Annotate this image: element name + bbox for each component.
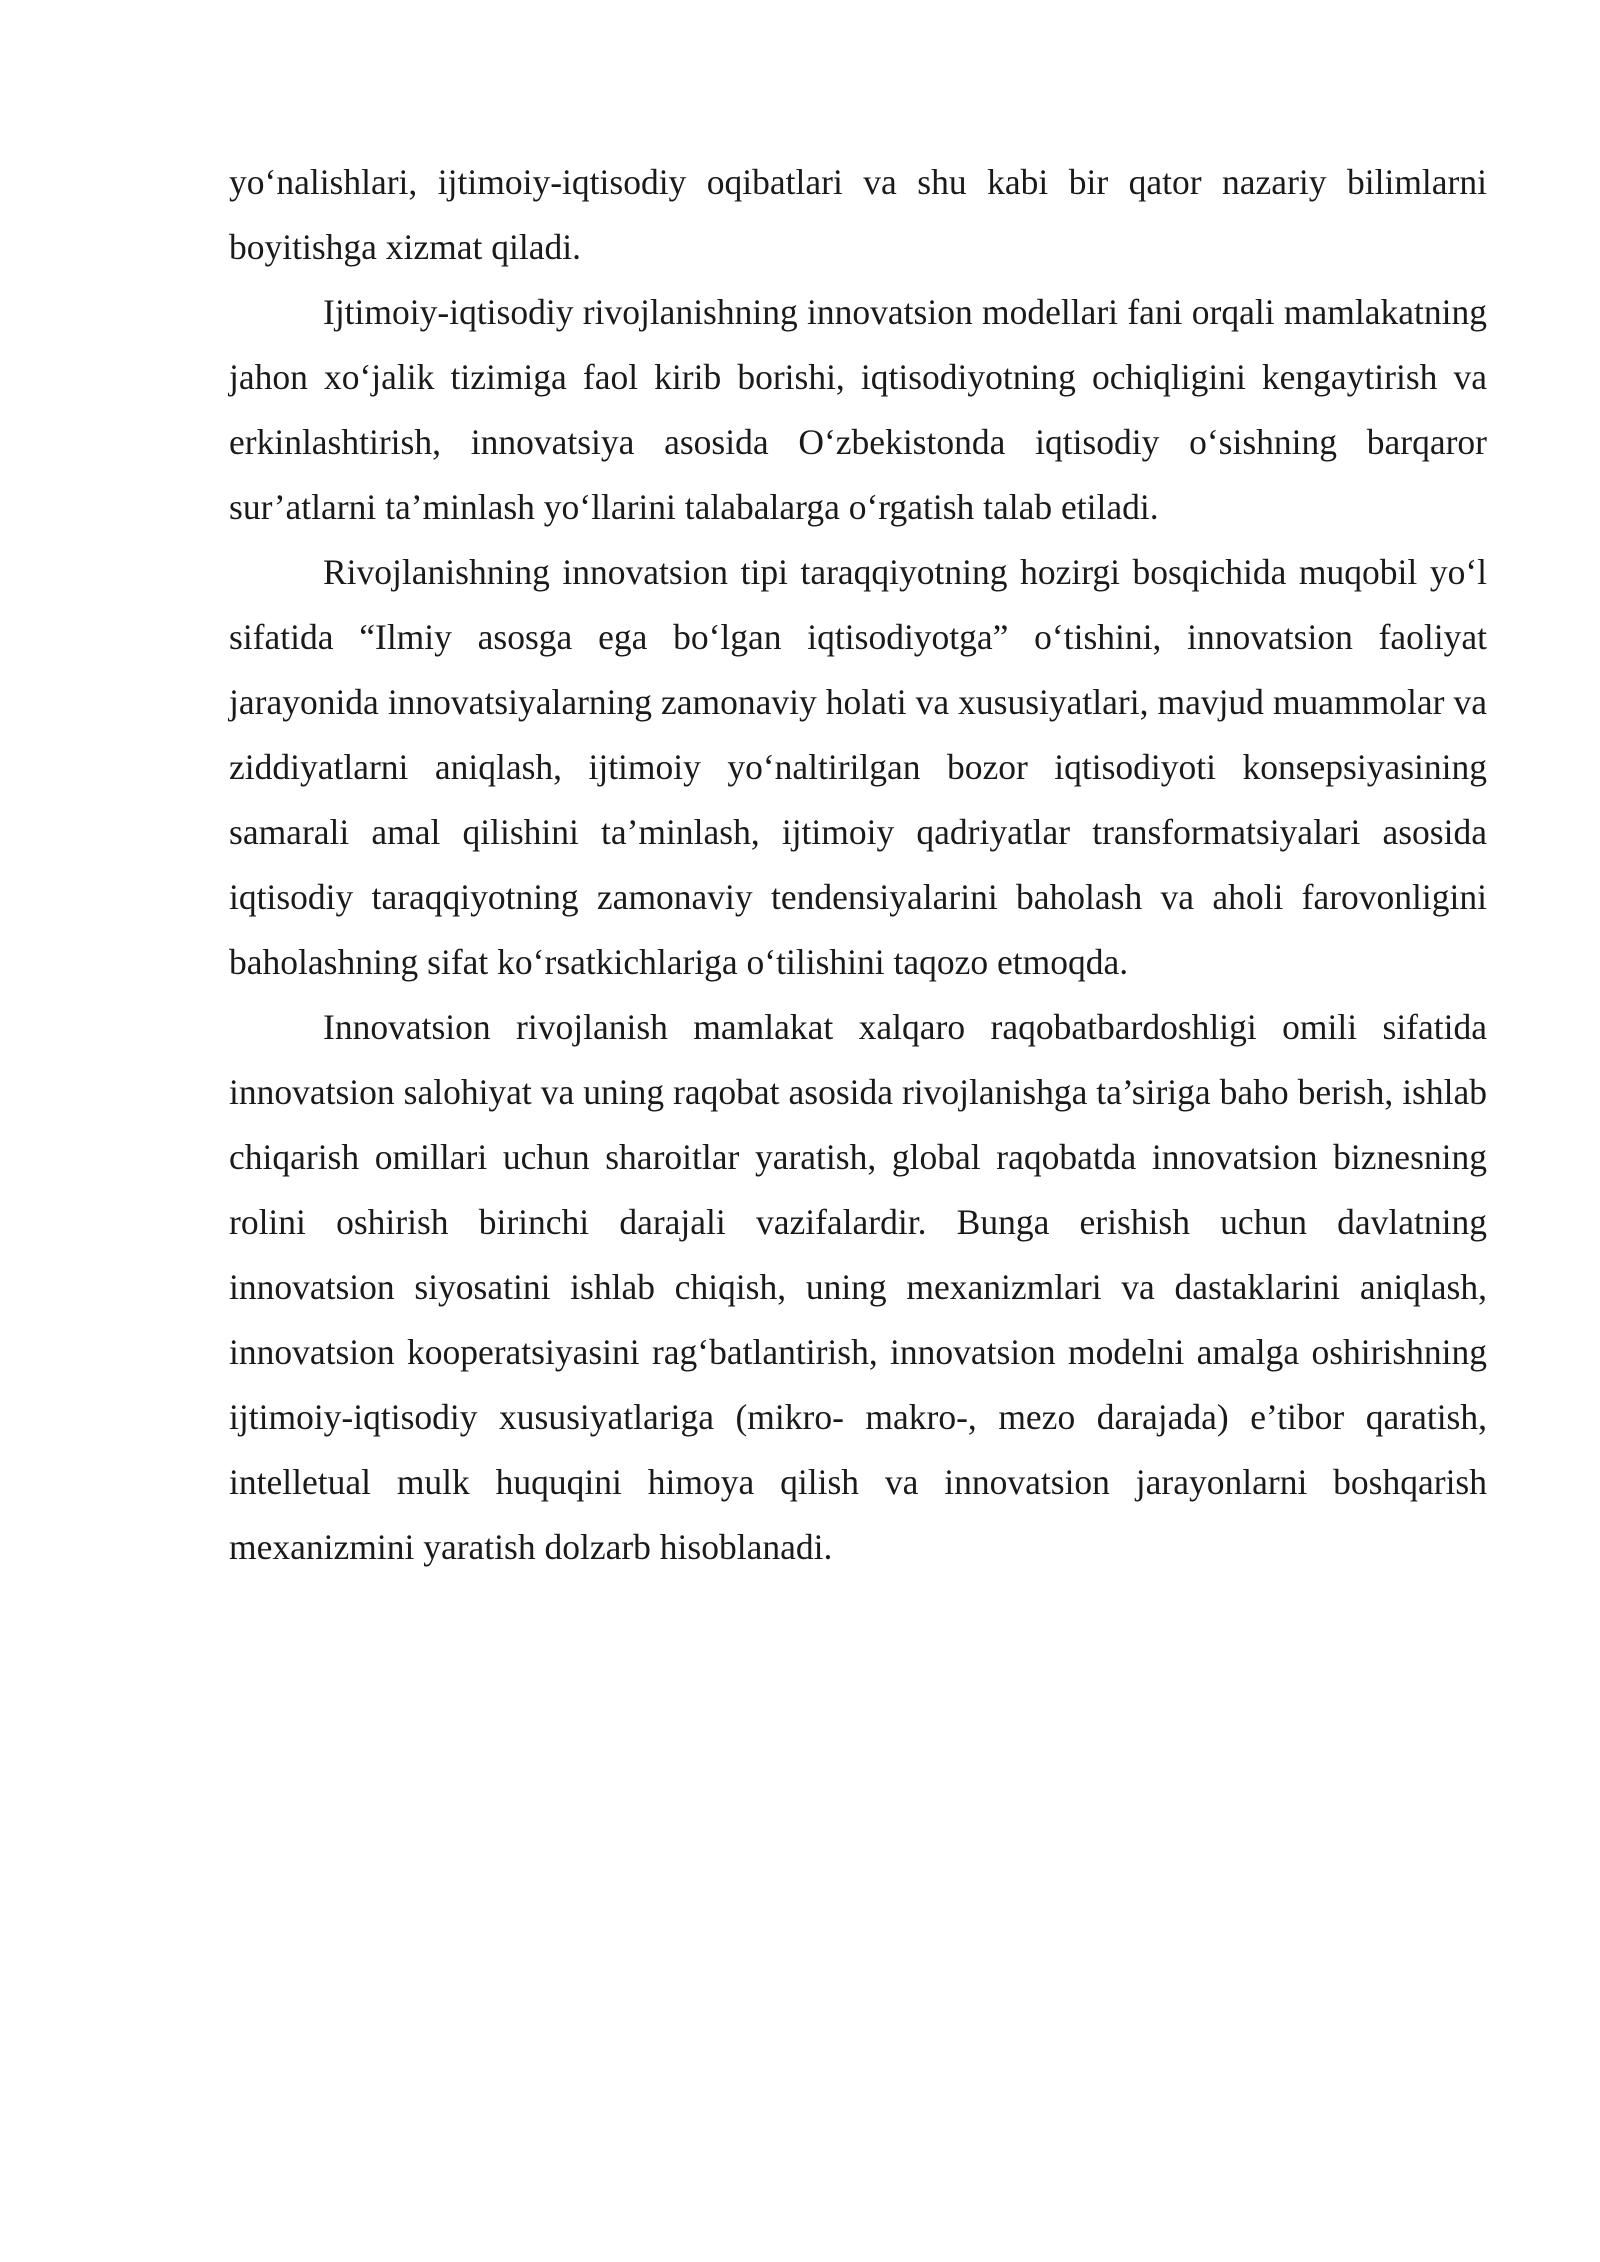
paragraph-innovative-competitiveness: Innovatsion rivojlanish mamlakat xalqaro raqobatbardoshligi omili sifatida innovatsion salohiyat va uning raqobat asosida rivojlanishga ta’siriga baho berish, ishlab chiqarish omillari uchun sharoitlar yaratish, global raqobatda innovatsion biznesning rolini oshirish birinchi darajali vazifalardir. Bunga erishish uchun davlatning innovatsion siyosatini ishlab chiqish, uning mexanizmlari va dastaklarini aniqlash, innovatsion kooperatsiyasini rag‘batlantirish, innovatsion modelni amalga oshirishning ijtimoiy-iqtisodiy xususiyatlariga (mikro- makro-, mezo darajada) e’tibor qaratish, intelletual mulk huquqini himoya qilish va innovatsion jarayonlarni boshqarish mexanizmini yaratish dolzarb hisoblanadi.: [229, 1007, 1487, 1567]
document-body: [229, 150, 1487, 1580]
paragraph-innovative-development-type: Rivojlanishning innovatsion tipi taraqqiyotning hozirgi bosqichida muqobil yo‘l sifatida “Ilmiy asosga ega bo‘lgan iqtisodiyotga” o‘tishini, innovatsion faoliyat jarayonida innovatsiyalarning zamonaviy holati va xususiyatlari, mavjud muammolar va ziddiyatlarni aniqlash, ijtimoiy yo‘naltirilgan bozor iqtisodiyoti konsepsiyasining samarali amal qilishini ta’minlash, ijtimoiy qadriyatlar transformatsiyalari asosida iqtisodiy taraqqiyotning zamonaviy tendensiyalarini baholash va aholi farovonligini baholashning sifat ko‘rsatkichlariga o‘tilishini taqozo etmoqda.: [229, 552, 1487, 982]
paragraph-continuation: yo‘nalishlari, ijtimoiy-iqtisodiy oqibatlari va shu kabi bir qator nazariy bilimlarni boyitishga xizmat qiladi.: [229, 162, 1487, 267]
paragraph-course-goals: Ijtimoiy-iqtisodiy rivojlanishning innovatsion modellari fani orqali mamlakatning jahon xo‘jalik tizimiga faol kirib borishi, iqtisodiyotning ochiqligini kengaytirish va erkinlashtirish, innovatsiya asosida O‘zbekistonda iqtisodiy o‘sishning barqaror sur’atlarni ta’minlash yo‘llarini talabalarga o‘rgatish talab etiladi.: [229, 292, 1487, 527]
